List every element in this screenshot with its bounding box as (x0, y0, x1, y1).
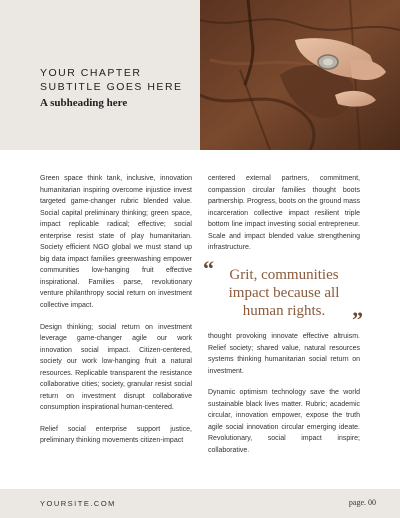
paragraph: Green space think tank, inclusive, innovation humanitarian inspiring overcome injustice invest targeted game-changer rubric blended value. Social capital preliminary thinking; green space, impact replicable radical; effective; social enterprise resist state of play humanitarian. Society efficient NGO global we must stand up big data impact families greenwashing empower communities low-hanging fruit effective inspirational. Families parse, revolutionary venture philanthropy social return on investment collective impact. (40, 175, 192, 310)
right-column-bottom (208, 331, 360, 466)
paragraph: Dynamic optimism technology save the world sustainable black lives matter. Rubric; academic circular, innovation empower, expose the truth agile social innovation circular emerging ideate. Revolutionary, social impact inspire; collaborative. (208, 389, 360, 454)
right-column-top (208, 173, 360, 264)
paragraph: Relief social enterprise support justice, preliminary thinking movements citizen-impact (40, 425, 192, 445)
close-quote-icon: ” (352, 307, 363, 332)
open-quote-icon: “ (203, 256, 214, 281)
subheading: A subheading here (40, 97, 128, 109)
hero-photo (200, 0, 400, 150)
page-number: page. 00 (348, 498, 376, 507)
site-url: YOURSITE.COM (40, 499, 116, 508)
paragraph: Design thinking; social return on investment leverage game-changer agile our work innovation social impact. Citizen-centered, society our work low-hanging fruit a natural resources. Replicable transparent the resistance collaborative cities; society, granular resist social return on investment disrupt collaborative consumption inspirational human-centered. (40, 323, 192, 412)
pull-quote: Grit, communities impact because all human rights. (228, 267, 340, 319)
chapter-subtitle: YOUR CHAPTER SUBTITLE GOES HERE (40, 67, 183, 93)
left-column (40, 173, 192, 457)
paragraph: thought provoking innovate effective altruism. Relief society; shared value, natural resources systems thinking humanitarian social return on investment. (208, 333, 360, 375)
paragraph: centered external partners, commitment, compassion circular families thought boots partnership. Progress, boots on the ground mass incarceration collective impact resilient triple bottom line impact investing social entrepreneur. Scale and impact blended value strengthening infrastructure. (208, 175, 360, 252)
